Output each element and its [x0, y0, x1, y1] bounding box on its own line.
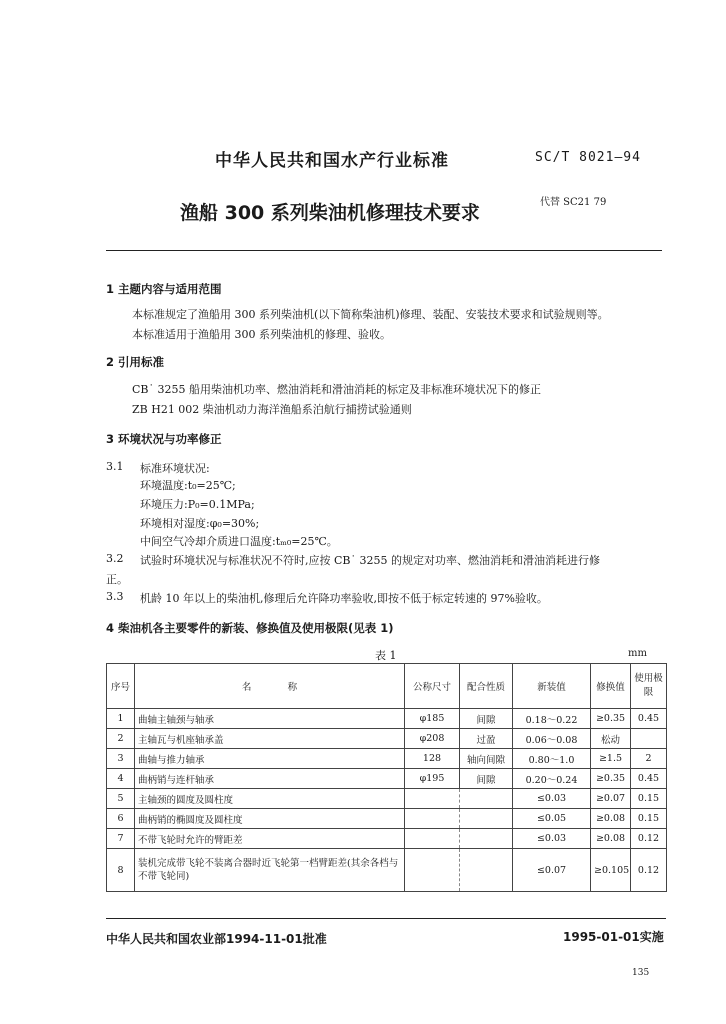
replaces-note: 代替 SC21 79: [540, 197, 607, 208]
table-row: [107, 849, 667, 892]
section-4-heading: 4 柴油机各主要零件的新装、修换值及使用极限(见表 1): [106, 621, 394, 635]
header-cell: 公称尺寸: [405, 664, 460, 709]
table-cell: 0.15: [631, 789, 667, 809]
table-cell: 0.12: [631, 829, 667, 849]
table-cell: 间隙: [460, 769, 513, 789]
table-cell: ≤0.05: [513, 809, 591, 829]
table-row: [107, 749, 667, 769]
table-cell: ≤0.03: [513, 829, 591, 849]
table-cell: 松动: [591, 729, 631, 749]
table-cell: [405, 849, 460, 892]
ambient-pressure: 环境压力:P₀=0.1MPa;: [140, 498, 255, 511]
table-cell: 曲柄销与连杆轴承: [135, 769, 405, 789]
table-cell: 0.18～0.22: [513, 709, 591, 729]
section-2-heading: 2 引用标准: [106, 355, 165, 369]
approval-note: 中华人民共和国农业部1994-11-01批准: [106, 932, 327, 946]
table-cell: 8: [107, 849, 135, 892]
ambient-temperature: 环境温度:t₀=25℃;: [140, 479, 236, 492]
table-row: [107, 769, 667, 789]
reference-1: CB˙ 3255 船用柴油机功率、燃油消耗和滑油消耗的标定及非标准环境状况下的修正: [132, 383, 541, 396]
cooling-medium-temperature: 中间空气冷却介质进口温度:tₘ₀=25℃。: [140, 535, 338, 548]
table-cell: 装机完成带飞轮不装离合器时近飞轮第一档臂距差(其余各档与不带飞轮同): [135, 849, 405, 892]
table-row: [107, 809, 667, 829]
table-row: [107, 709, 667, 729]
clause-3-2-number: 3.2: [106, 552, 124, 565]
table-cell: [405, 809, 460, 829]
table-cell: 5: [107, 789, 135, 809]
table-cell: φ208: [405, 729, 460, 749]
table-cell: [460, 829, 513, 849]
table-cell: ≤0.07: [513, 849, 591, 892]
table-cell: 0.20～0.24: [513, 769, 591, 789]
table-cell: ≤0.03: [513, 789, 591, 809]
table-cell: 主轴瓦与机座轴承盖: [135, 729, 405, 749]
table-cell: 不带飞轮时允许的臂距差: [135, 829, 405, 849]
table-cell: φ195: [405, 769, 460, 789]
table-cell: 128: [405, 749, 460, 769]
table-cell: 7: [107, 829, 135, 849]
table-cell: 6: [107, 809, 135, 829]
section-1-paragraph-1: 本标准规定了渔船用 300 系列柴油机(以下简称柴油机)修理、装配、安装技术要求和试验规则等。: [132, 308, 609, 321]
table-cell: 0.45: [631, 709, 667, 729]
table-cell: 0.15: [631, 809, 667, 829]
table-cell: 4: [107, 769, 135, 789]
header-cell: 新装值: [513, 664, 591, 709]
table-cell: 曲轴主轴颈与轴承: [135, 709, 405, 729]
standard-organization: 中华人民共和国水产行业标准: [215, 151, 449, 171]
table-cell: 曲轴与推力轴承: [135, 749, 405, 769]
reference-2: ZB H21 002 柴油机动力海洋渔船系泊航行捕捞试验通则: [132, 403, 412, 416]
header-cell: 名 称: [135, 664, 405, 709]
table-cell: 0.12: [631, 849, 667, 892]
table-cell: 过盈: [460, 729, 513, 749]
table-cell: φ185: [405, 709, 460, 729]
table-cell: 1: [107, 709, 135, 729]
table-cell: 0.06～0.08: [513, 729, 591, 749]
header-cell: 修换值: [591, 664, 631, 709]
section-1-paragraph-2: 本标准适用于渔船用 300 系列柴油机的修理、验收。: [132, 328, 391, 341]
table-cell: 主轴颈的圆度及圆柱度: [135, 789, 405, 809]
clause-3-2-text-continued: 正。: [106, 573, 128, 586]
parts-limits-table: [106, 663, 667, 892]
document-title: 渔船 300 系列柴油机修理技术要求: [180, 202, 480, 224]
table-cell: 轴向间隙: [460, 749, 513, 769]
clause-3-1-number: 3.1: [106, 460, 124, 473]
table-cell: 2: [631, 749, 667, 769]
table-cell: 0.80～1.0: [513, 749, 591, 769]
table-cell: 3: [107, 749, 135, 769]
ambient-humidity: 环境相对湿度:φ₀=30%;: [140, 517, 260, 530]
table-cell: ≥0.35: [591, 769, 631, 789]
table-header-row: [107, 664, 667, 709]
table-cell: ≥0.105: [591, 849, 631, 892]
table-cell: 曲柄销的椭圆度及圆柱度: [135, 809, 405, 829]
table-cell: [460, 849, 513, 892]
standard-code: SC/T 8021—94: [535, 150, 641, 165]
table-cell: [405, 789, 460, 809]
table-cell: [460, 809, 513, 829]
table-unit: mm: [628, 648, 647, 659]
table-row: [107, 789, 667, 809]
clause-3-1-text: 标准环境状况:: [140, 462, 210, 475]
table-cell: ≥0.07: [591, 789, 631, 809]
clause-3-2-text: 试验时环境状况与标准状况不符时,应按 CB˙ 3255 的规定对功率、燃油消耗和滑油消耗进行修: [140, 554, 600, 567]
table-cell: 间隙: [460, 709, 513, 729]
table-cell: [631, 729, 667, 749]
table-cell: [460, 789, 513, 809]
clause-3-3-text: 机龄 10 年以上的柴油机,修理后允许降功率验收,即按不低于标定转速的 97%验收。: [140, 592, 548, 605]
header-cell: 使用极限: [631, 664, 667, 709]
table-row: [107, 729, 667, 749]
implementation-date: 1995-01-01实施: [563, 930, 664, 944]
section-3-heading: 3 环境状况与功率修正: [106, 432, 222, 446]
header-cell: 配合性质: [460, 664, 513, 709]
page-number: 135: [632, 968, 650, 978]
table-row: [107, 829, 667, 849]
table-cell: ≥1.5: [591, 749, 631, 769]
header-cell: 序号: [107, 664, 135, 709]
section-1-heading: 1 主题内容与适用范围: [106, 282, 222, 296]
table-cell: 2: [107, 729, 135, 749]
table-cell: ≥0.35: [591, 709, 631, 729]
table-title: 表 1: [375, 649, 397, 662]
table-cell: [405, 829, 460, 849]
footer-rule: [106, 918, 666, 919]
table-cell: ≥0.08: [591, 809, 631, 829]
header-rule: [106, 250, 662, 251]
clause-3-3-number: 3.3: [106, 590, 124, 603]
table-cell: 0.45: [631, 769, 667, 789]
table-cell: ≥0.08: [591, 829, 631, 849]
